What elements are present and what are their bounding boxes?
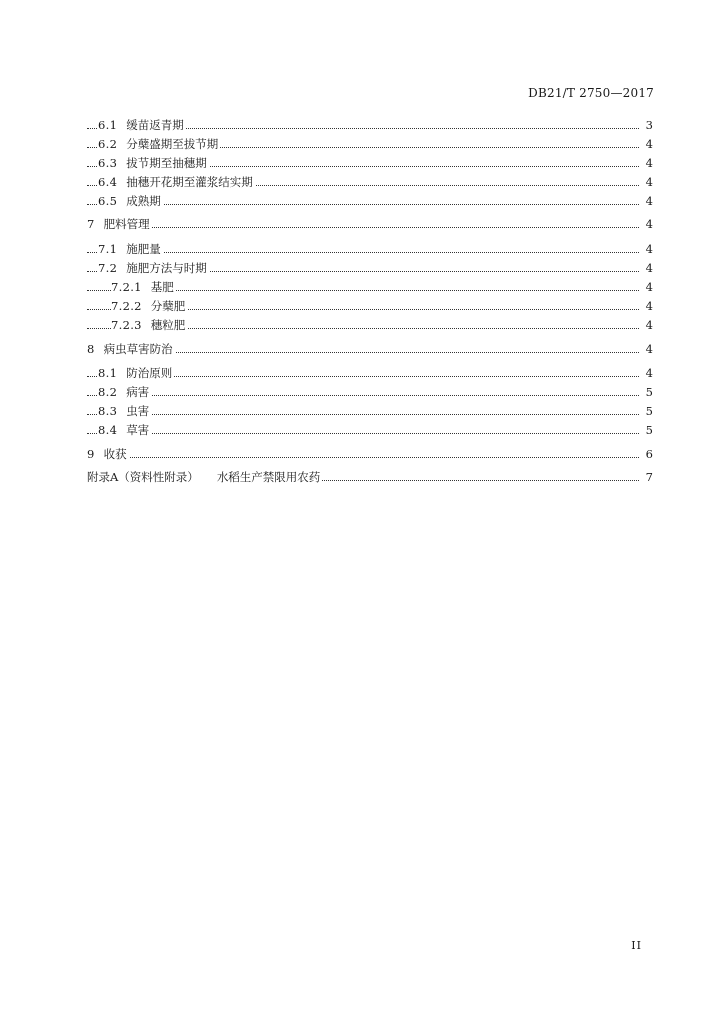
toc-entry[interactable] <box>87 278 653 296</box>
toc-entry-number: 7.1 <box>98 242 118 256</box>
toc-entry[interactable] <box>87 421 653 439</box>
toc-entry[interactable] <box>87 259 653 277</box>
toc-entry-title: 缓苗返青期 <box>126 118 184 132</box>
toc-entry-title: 草害 <box>126 423 150 437</box>
toc-entry-title: 水稻生产禁限用农药 <box>216 470 321 484</box>
toc-entry-title: 分蘖肥 <box>150 299 186 313</box>
toc-entry-number: 6.1 <box>98 118 118 132</box>
toc-entry-number: 附录A（资料性附录） <box>87 470 199 484</box>
toc-entry-title: 穗粒肥 <box>150 318 186 332</box>
toc-entry-number: 8.3 <box>98 404 118 418</box>
toc-entry-page: 5 <box>641 421 653 439</box>
toc-entry[interactable] <box>87 215 653 233</box>
toc-entry-appendix[interactable] <box>87 468 653 486</box>
toc-entry-number: 7.2.1 <box>111 280 142 294</box>
toc-entry-number: 6.3 <box>98 156 118 170</box>
toc-entry-page: 4 <box>641 240 653 258</box>
toc-entry[interactable] <box>87 316 653 334</box>
page-number: II <box>631 939 642 952</box>
document-code: DB21/T 2750—2017 <box>528 86 654 100</box>
dot-leader <box>87 227 639 228</box>
toc-entry-number: 8.4 <box>98 423 118 437</box>
toc-entry[interactable] <box>87 383 653 401</box>
toc-entry[interactable] <box>87 445 653 463</box>
toc-entry-title: 病害 <box>126 385 150 399</box>
toc-entry-page: 4 <box>641 259 653 277</box>
toc-entry[interactable] <box>87 402 653 420</box>
toc-entry-number: 8 <box>87 342 95 356</box>
toc-entry-page: 4 <box>641 192 653 210</box>
dot-leader <box>87 204 639 205</box>
toc-entry[interactable] <box>87 192 653 210</box>
toc-entry-page: 4 <box>641 154 653 172</box>
toc-entry-number: 6.2 <box>98 137 118 151</box>
toc-entry-title: 基肥 <box>150 280 174 294</box>
toc-entry-title: 肥料管理 <box>103 217 150 231</box>
dot-leader <box>87 414 639 415</box>
dot-leader <box>87 252 639 253</box>
toc-entry[interactable] <box>87 135 653 153</box>
toc-entry[interactable] <box>87 340 653 358</box>
toc-entry[interactable] <box>87 154 653 172</box>
dot-leader <box>87 433 639 434</box>
toc-entry-title: 拔节期至抽穗期 <box>126 156 207 170</box>
toc-entry-page: 4 <box>641 215 653 233</box>
toc-entry-number: 8.2 <box>98 385 118 399</box>
toc-entry-number: 7.2.3 <box>111 318 142 332</box>
toc-entry-page: 4 <box>641 278 653 296</box>
toc-entry-number: 8.1 <box>98 366 118 380</box>
toc-entry[interactable] <box>87 240 653 258</box>
toc-entry-page: 6 <box>641 445 653 463</box>
toc-entry-title: 施肥量 <box>126 242 161 256</box>
toc-entry-page: 4 <box>641 297 653 315</box>
toc-entry-page: 4 <box>641 135 653 153</box>
dot-leader <box>87 457 639 458</box>
toc-entry-title: 收获 <box>103 447 127 461</box>
toc-entry-title: 防治原则 <box>126 366 173 380</box>
toc-entry-page: 5 <box>641 402 653 420</box>
toc-entry-number: 7.2.2 <box>111 299 142 313</box>
toc-entry-page: 4 <box>641 316 653 334</box>
toc-entry-number: 9 <box>87 447 95 461</box>
toc-entry[interactable] <box>87 297 653 315</box>
toc-entry-page: 4 <box>641 173 653 191</box>
toc-entry[interactable] <box>87 173 653 191</box>
toc-entry[interactable] <box>87 116 653 134</box>
toc-entry-title: 病虫草害防治 <box>103 342 173 356</box>
toc-entry-number: 7.2 <box>98 261 118 275</box>
toc-entry-number: 7 <box>87 217 95 231</box>
toc-entry-page: 5 <box>641 383 653 401</box>
dot-leader <box>87 395 639 396</box>
toc-entry-title: 施肥方法与时期 <box>126 261 207 275</box>
toc-entry-title: 成熟期 <box>126 194 161 208</box>
toc-entry-page: 4 <box>641 340 653 358</box>
toc-entry-title: 分蘖盛期至拔节期 <box>126 137 219 151</box>
toc-entry-page: 7 <box>641 468 653 486</box>
toc-entry-page: 3 <box>641 116 653 134</box>
toc-entry-page: 4 <box>641 364 653 382</box>
toc-entry-title: 虫害 <box>126 404 150 418</box>
toc-entry-number: 6.5 <box>98 194 118 208</box>
toc-entry-title: 抽穗开花期至灌浆结实期 <box>126 175 253 189</box>
toc-entry-number: 6.4 <box>98 175 118 189</box>
toc-entry[interactable] <box>87 364 653 382</box>
